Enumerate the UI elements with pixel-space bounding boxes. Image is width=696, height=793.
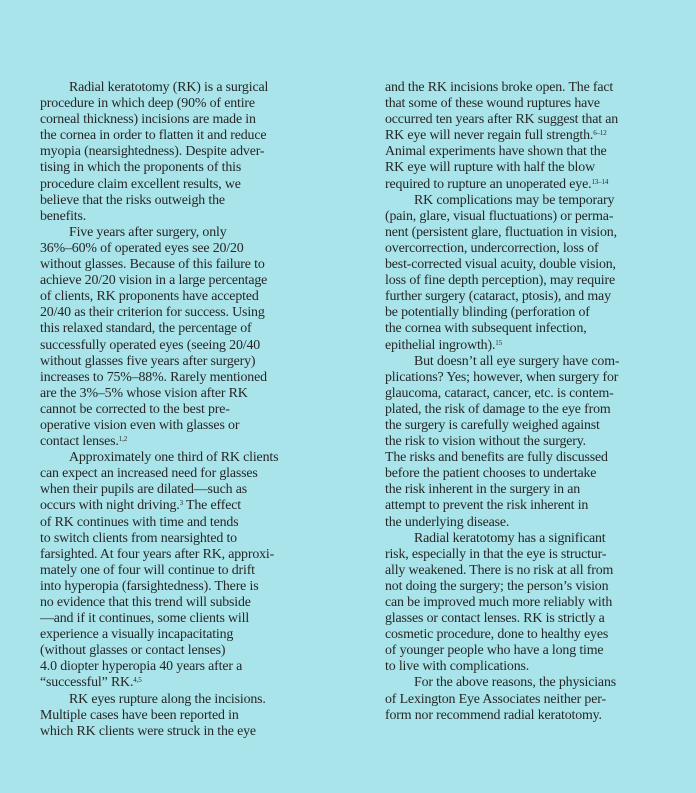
- footnote-ref: 1,2: [118, 435, 128, 444]
- text-line: cannot be corrected to the best pre-: [40, 401, 230, 417]
- paragraph-hyperopia: [40, 450, 345, 691]
- text-line: can be improved much more reliably with: [385, 595, 613, 610]
- text-line: achieve 20/20 vision in a large percentage: [40, 273, 268, 289]
- text-line: 36%–60% of operated eyes see 20/20: [40, 240, 244, 256]
- text-line: be potentially blinding (perforation of: [385, 305, 590, 321]
- text-line: loss of fine depth perception), may require: [385, 273, 615, 289]
- text-line: when their pupils are dilated—such as: [40, 482, 247, 498]
- text-line: operative vision even with glasses or: [40, 417, 240, 433]
- text-line: risk, especially in that the eye is structur-: [385, 546, 607, 562]
- left-column: [40, 80, 345, 740]
- text-line: to live with complications.: [385, 659, 530, 675]
- text-line: that some of these wound ruptures have: [385, 96, 600, 112]
- text-fragment: occurs with night driving.: [40, 498, 180, 514]
- text-line: of RK continues with time and tends: [40, 514, 239, 530]
- text-line: 20/40 as their criterion for success. Using: [40, 305, 265, 321]
- text-line: overcorrection, undercorrection, loss of: [385, 240, 599, 256]
- text-line: RK eyes rupture along the incisions.: [69, 691, 266, 707]
- text-line: benefits.: [40, 208, 87, 224]
- text-fragment: required to rupture an unoperated eye.: [385, 176, 592, 192]
- text-line: plications? Yes; however, when surgery for: [385, 369, 619, 385]
- text-line: this relaxed standard, the percentage of: [40, 321, 252, 337]
- text-line: plated, the risk of damage to the eye from: [385, 401, 611, 417]
- text-line: the risk to vision without the surgery.: [385, 434, 586, 450]
- text-line: believe that the risks outweigh the: [40, 192, 225, 208]
- text-fragment: “successful” RK.: [40, 675, 134, 691]
- text-line: (without glasses or contact lenses): [40, 643, 226, 659]
- text-fragment: The effect: [182, 498, 241, 514]
- paragraph-rupture-continued: [385, 80, 687, 193]
- text-fragment: RK eye will never regain full strength.: [385, 128, 594, 144]
- paragraph-rupture: [40, 692, 345, 740]
- text-line: [40, 498, 345, 514]
- footnote-ref: 15: [495, 338, 502, 347]
- text-line: Multiple cases have been reported in: [40, 707, 239, 723]
- text-line: successfully operated eyes (seeing 20/40: [40, 337, 261, 353]
- paragraph-other-surgery: [385, 354, 687, 531]
- text-line: nent (persistent glare, fluctuation in vision,: [385, 224, 617, 240]
- text-line: without glasses five years after surgery): [40, 353, 256, 369]
- text-line: 4.0 diopter hyperopia 40 years after a: [40, 659, 243, 675]
- text-line: myopia (nearsightedness). Despite adver-: [40, 144, 265, 160]
- text-line: best-corrected visual acuity, double vision,: [385, 257, 616, 273]
- text-line: the cornea in order to flatten it and reduce: [40, 128, 267, 144]
- text-fragment: epithelial ingrowth).: [385, 337, 496, 353]
- text-line: the underlying disease.: [385, 514, 510, 530]
- text-line: the surgery is carefully weighed against: [385, 417, 600, 433]
- text-line: Animal experiments have shown that the: [385, 144, 607, 160]
- text-line: of younger people who have a long time: [385, 643, 604, 659]
- text-line: farsighted. At four years after RK, approxi-: [40, 546, 275, 562]
- text-line: procedure in which deep (90% of entire: [40, 96, 255, 112]
- text-line: of clients, RK proponents have accepted: [40, 289, 259, 305]
- footnote-ref: 3: [179, 499, 183, 508]
- footnote-ref: 13–14: [591, 177, 609, 186]
- text-line: [40, 675, 345, 691]
- text-line: [385, 338, 687, 354]
- text-line: further surgery (cataract, ptosis), and may: [385, 289, 611, 305]
- text-line: are the 3%–5% whose vision after RK: [40, 385, 248, 401]
- paragraph-conclusion: [385, 675, 687, 723]
- text-line: occurred ten years after RK suggest that an: [385, 112, 619, 128]
- text-line: form nor recommend radial keratotomy.: [385, 707, 602, 723]
- text-line: Radial keratotomy (RK) is a surgical: [69, 80, 269, 95]
- text-line: and the RK incisions broke open. The fact: [385, 80, 614, 95]
- text-line: of Lexington Eye Associates neither per-: [385, 691, 606, 707]
- paragraph-significant-risk: [385, 531, 687, 676]
- text-line: mately one of four will continue to drift: [40, 562, 255, 578]
- text-line: procedure claim excellent results, we: [40, 176, 241, 192]
- text-line: the risk inherent in the surgery in an: [385, 482, 581, 498]
- text-line: the cornea with subsequent infection,: [385, 321, 587, 337]
- text-line: can expect an increased need for glasses: [40, 466, 258, 482]
- text-line: —and if it continues, some clients will: [40, 611, 250, 627]
- footnote-ref: 4,5: [133, 676, 142, 685]
- text-line: not doing the surgery; the person’s vision: [385, 578, 609, 594]
- text-line: RK eye will rupture with half the blow: [385, 160, 595, 176]
- text-line: before the patient chooses to undertake: [385, 466, 597, 482]
- right-column: [385, 80, 687, 724]
- text-line: [385, 128, 687, 144]
- text-line: RK complications may be temporary: [414, 192, 615, 208]
- text-line: [385, 177, 687, 193]
- text-line: ally weakened. There is no risk at all from: [385, 562, 614, 578]
- text-line: corneal thickness) incisions are made in: [40, 112, 256, 128]
- text-line: cosmetic procedure, done to healthy eyes: [385, 627, 609, 643]
- text-line: into hyperopia (farsightedness). There is: [40, 578, 259, 594]
- text-line: attempt to prevent the risk inherent in: [385, 498, 589, 514]
- text-line: tising in which the proponents of this: [40, 160, 242, 176]
- text-line: The risks and benefits are fully discussed: [385, 450, 608, 466]
- text-line: glasses or contact lenses. RK is strictly a: [385, 611, 605, 627]
- text-line: [40, 434, 345, 450]
- text-line: (pain, glare, visual fluctuations) or perma-: [385, 208, 614, 224]
- paragraph-complications: [385, 193, 687, 354]
- text-line: no evidence that this trend will subside: [40, 595, 251, 610]
- footnote-ref: 6–12: [593, 129, 607, 138]
- text-line: But doesn’t all eye surgery have com-: [414, 353, 620, 369]
- text-line: glaucoma, cataract, cancer, etc. is contem-: [385, 385, 614, 401]
- text-fragment: contact lenses.: [40, 434, 119, 450]
- text-line: Five years after surgery, only: [69, 224, 227, 240]
- text-line: increases to 75%–88%. Rarely mentioned: [40, 369, 267, 385]
- text-line: without glasses. Because of this failure to: [40, 257, 265, 273]
- text-line: which RK clients were struck in the eye: [40, 723, 256, 739]
- text-line: experience a visually incapacitating: [40, 627, 234, 643]
- text-line: Radial keratotomy has a significant: [414, 530, 606, 546]
- paragraph-intro: [40, 80, 345, 225]
- text-line: to switch clients from nearsighted to: [40, 530, 237, 546]
- text-line: For the above reasons, the physicians: [414, 675, 616, 691]
- paragraph-success-rates: [40, 225, 345, 450]
- text-line: Approximately one third of RK clients: [69, 450, 279, 466]
